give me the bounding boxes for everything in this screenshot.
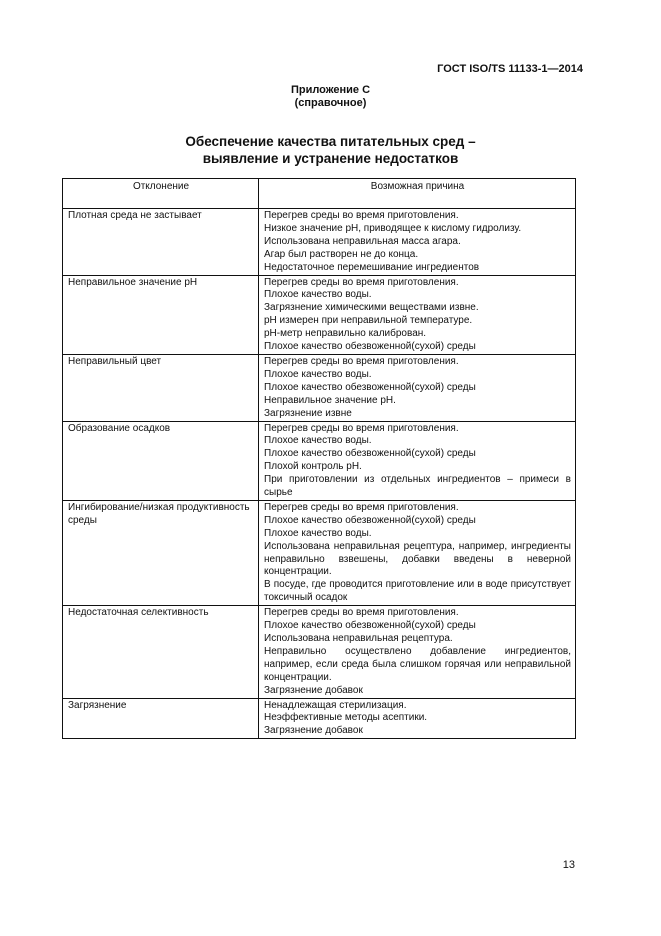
cause-cell bbox=[259, 421, 576, 500]
cause-item: Загрязнение извне bbox=[264, 407, 352, 419]
cause-item: Использована неправильная рецептура, например, ингредиенты неправильно взвешены, добавки введены в неверной концентрации. bbox=[264, 540, 571, 578]
column-header-deviation: Отклонение bbox=[63, 179, 259, 209]
table-row bbox=[63, 500, 576, 605]
cause-item: Перегрев среды во время приготовления. bbox=[264, 276, 459, 288]
cause-item: Плохой контроль pH. bbox=[264, 461, 362, 473]
cause-item: Загрязнение добавок bbox=[264, 684, 363, 696]
cause-item: Перегрев среды во время приготовления. bbox=[264, 210, 459, 221]
table-row bbox=[63, 209, 576, 276]
cause-item: Плохое качество воды. bbox=[264, 289, 372, 301]
table-header-row bbox=[63, 179, 576, 209]
cause-item: Неправильное значение pH. bbox=[264, 394, 396, 406]
deviation-cell: Неправильный цвет bbox=[63, 354, 259, 421]
cause-item: Плохое качество воды. bbox=[264, 527, 372, 539]
cause-item: Плохое качество обезвоженной(сухой) среды bbox=[264, 448, 476, 460]
cause-item: Перегрев среды во время приготовления. bbox=[264, 501, 459, 513]
deviation-cell: Загрязнение bbox=[63, 698, 259, 739]
column-header-cause: Возможная причина bbox=[259, 179, 576, 209]
document-id: ГОСТ ISO/TS 11133-1—2014 bbox=[437, 63, 583, 75]
troubleshooting-table-wrapper bbox=[62, 178, 576, 739]
deviation-cell: Плотная среда не застывает bbox=[63, 209, 259, 276]
cause-item: В посуде, где проводится приготовление или в воде присутствует токсичный осадок bbox=[264, 579, 571, 604]
cause-cell bbox=[259, 698, 576, 739]
cause-item: При приготовлении из отдельных ингредиентов – примеси в сырье bbox=[264, 474, 571, 499]
cause-item: Использована неправильная рецептура. bbox=[264, 633, 453, 644]
page-title bbox=[0, 133, 661, 167]
cause-item: Перегрев среды во время приготовления. bbox=[264, 355, 459, 367]
cause-item: Плохое качество воды. bbox=[264, 368, 372, 380]
cause-cell bbox=[259, 606, 576, 698]
cause-cell bbox=[259, 209, 576, 276]
table-body bbox=[63, 209, 576, 739]
deviation-cell: Ингибирование/низкая продуктивность среды bbox=[63, 500, 259, 605]
table-row bbox=[63, 606, 576, 698]
deviation-cell: Недостаточная селективность bbox=[63, 606, 259, 698]
cause-cell bbox=[259, 275, 576, 354]
cause-item: Неэффективные методы асептики. bbox=[264, 712, 428, 724]
table-row bbox=[63, 421, 576, 500]
deviation-cell: Образование осадков bbox=[63, 421, 259, 500]
annex-label: Приложение С bbox=[290, 84, 371, 96]
annex-heading bbox=[0, 84, 661, 110]
table-row bbox=[63, 275, 576, 354]
deviation-cell: Неправильное значение pH bbox=[63, 275, 259, 354]
cause-item: Использована неправильная масса агара. bbox=[264, 235, 461, 247]
cause-item: Плохое качество обезвоженной(сухой) среды bbox=[264, 341, 476, 353]
cause-item: Перегрев среды во время приготовления. bbox=[264, 607, 459, 619]
cause-item: Ненадлежащая стерилизация. bbox=[264, 699, 407, 711]
cause-cell bbox=[259, 500, 576, 605]
cause-item: Плохое качество обезвоженной(сухой) среды bbox=[264, 381, 476, 393]
troubleshooting-table bbox=[62, 178, 576, 739]
cause-item: Плохое качество воды. bbox=[264, 435, 372, 447]
table-row bbox=[63, 354, 576, 421]
title-line-2: выявление и устранение недостатков bbox=[202, 151, 459, 166]
annex-type: (справочное) bbox=[294, 97, 367, 109]
cause-item: pH измерен при неправильной температуре. bbox=[264, 315, 473, 327]
cause-item: Низкое значение pH, приводящее к кислому гидролизу. bbox=[264, 222, 522, 234]
cause-item: pH-метр неправильно калиброван. bbox=[264, 328, 427, 340]
cause-item: Загрязнение добавок bbox=[264, 725, 363, 737]
cause-item: Неправильно осуществлено добавление ингредиентов, например, если среда была слишком горячая или неправильной концентрации. bbox=[264, 645, 571, 683]
table-row bbox=[63, 698, 576, 739]
cause-item: Загрязнение химическими веществами извне. bbox=[264, 302, 479, 314]
cause-item: Перегрев среды во время приготовления. bbox=[264, 422, 459, 434]
cause-item: Плохое качество обезвоженной(сухой) среды bbox=[264, 620, 476, 632]
cause-item: Агар был растворен не до конца. bbox=[264, 248, 419, 260]
cause-item: Недостаточное перемешивание ингредиентов bbox=[264, 261, 480, 273]
cause-cell bbox=[259, 354, 576, 421]
cause-item: Плохое качество обезвоженной(сухой) среды bbox=[264, 514, 476, 526]
page-number: 13 bbox=[562, 859, 575, 871]
title-line-1: Обеспечение качества питательных сред – bbox=[185, 134, 476, 149]
